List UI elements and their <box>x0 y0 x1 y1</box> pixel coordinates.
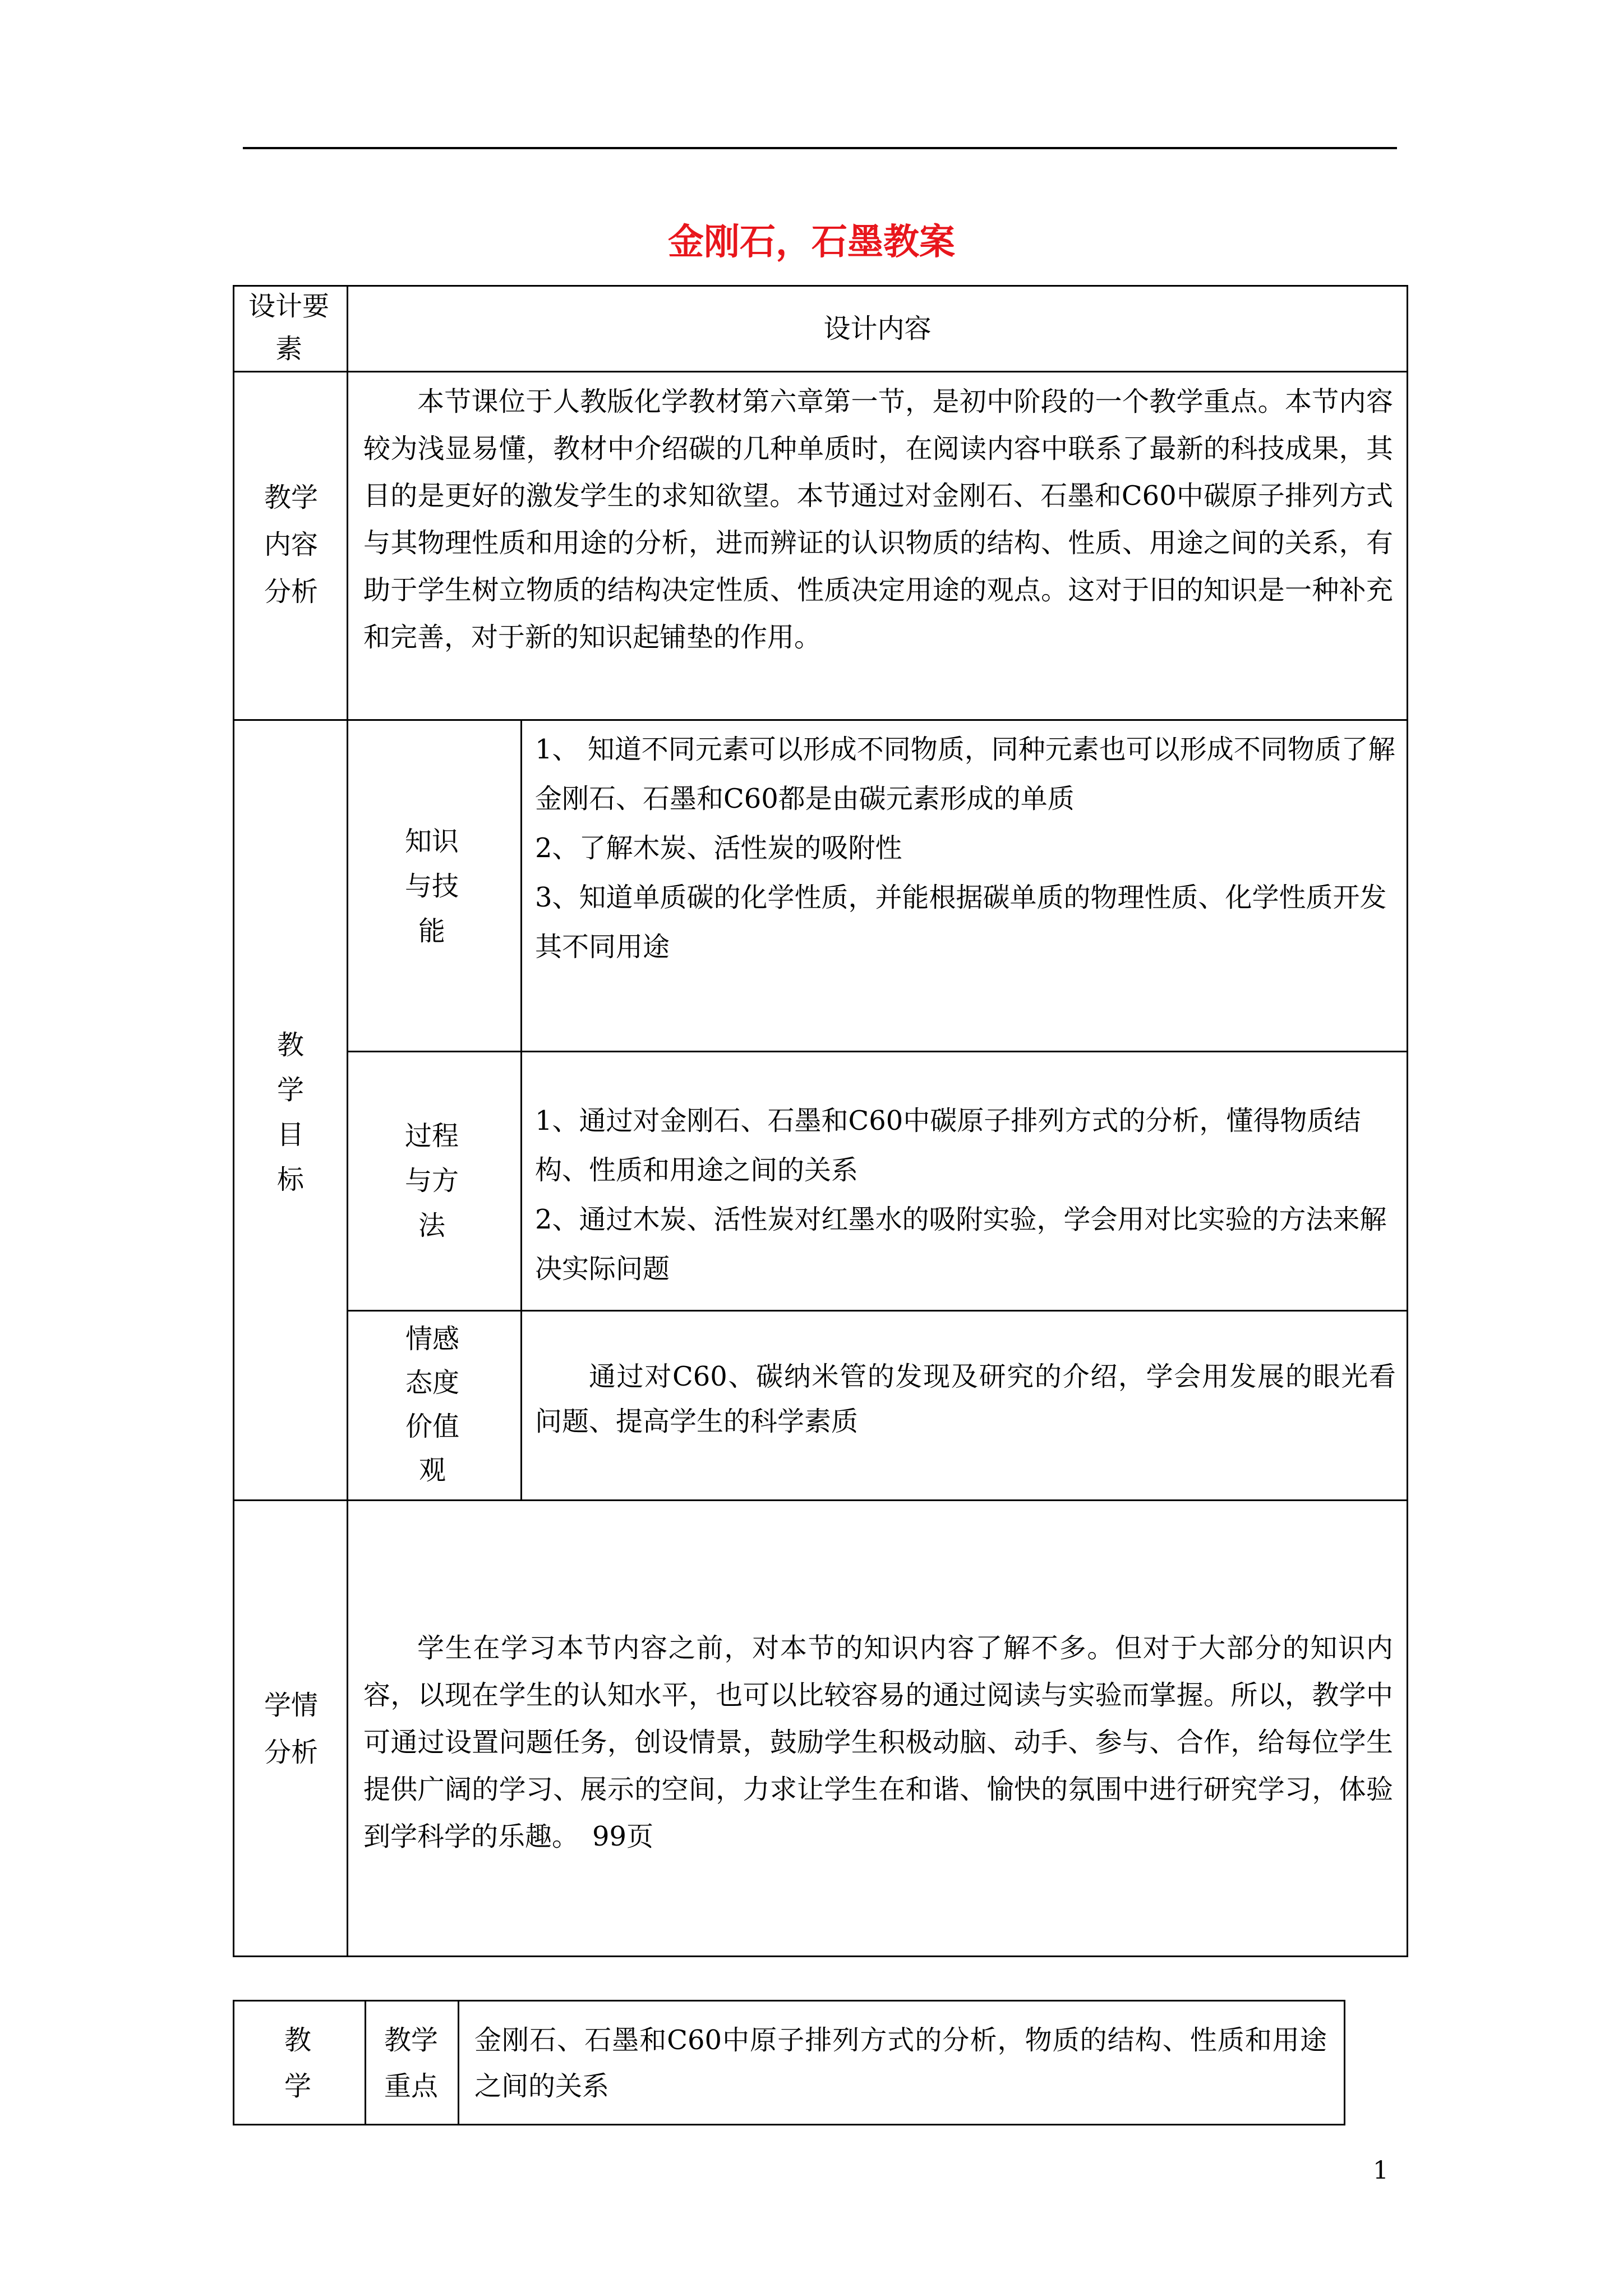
emotion-text: 通过对C60、碳纳米管的发现及研究的介绍，学会用发展的眼光看问题、提高学生的科学素质 <box>535 1361 1396 1437</box>
knowledge-item: 2、了解木炭、活性炭的吸附性 <box>535 832 902 864</box>
goals-row-divider <box>347 1051 1408 1052</box>
emotion-label: 情感态度价值观 <box>405 1323 459 1486</box>
student-analysis-text: 学生在学习本节内容之前，对本节的知识内容了解不多。但对于大部分的知识内容，以现在学生的认知水平，也可以比较容易的通过阅读与实验而掌握。所以，教学中可通过设置问题任务，创设情景，鼓励学生积极动脑、动手、参与、合作，给每位学生提供广阔的学习、展示的空间，力求让学生在和谐、愉快的氛围中进行研究学习，体验到学科学的乐趣。 99页 <box>363 1632 1393 1852</box>
process-label: 过程与方法 <box>404 1120 459 1241</box>
main-table-col-divider <box>347 285 348 1957</box>
student-analysis-label: 学情分析 <box>264 1690 318 1768</box>
second-table-col1: 教学 <box>284 2024 311 2102</box>
knowledge-label: 知识与技能 <box>404 826 459 947</box>
knowledge-item: 1、 知道不同元素可以形成不同物质，同种元素也可以形成不同物质了解金刚石、石墨和C60都是由碳元素形成的单质 <box>535 734 1395 815</box>
row-divider <box>233 719 1408 721</box>
second-table-col-divider <box>365 2000 366 2125</box>
process-list <box>535 1096 1396 1294</box>
process-item: 1、通过对金刚石、石墨和C60中碳原子排列方式的分析，懂得物质结构、性质和用途之间的关系 <box>535 1105 1361 1186</box>
content-analysis-text: 本节课位于人教版化学教材第六章第一节，是初中阶段的一个教学重点。本节内容较为浅显易懂，教材中介绍碳的几种单质时，在阅读内容中联系了最新的科技成果，其目的是更好的激发学生的求知欲望。本节通过对金刚石、石墨和C60中碳原子排列方式与其物理性质和用途的分析，进而辨证的认识物质的结构、性质、用途之间的关系，有助于学生树立物质的结构决定性质、性质决定用途的观点。这对于旧的知识是一种补充和完善，对于新的知识起铺垫的作用。 <box>363 386 1393 653</box>
knowledge-item: 3、知道单质碳的化学性质，并能根据碳单质的物理性质、化学性质开发其不同用途 <box>535 882 1387 963</box>
header-col1-label: 设计要素 <box>248 291 329 365</box>
second-table-col-divider <box>458 2000 459 2125</box>
second-table-text: 金刚石、石墨和C60中原子排列方式的分析，物质的结构、性质和用途之间的关系 <box>474 2024 1327 2102</box>
goals-label: 教学目标 <box>276 1029 304 1195</box>
goals-col-divider <box>520 719 522 1499</box>
header-col2-label: 设计内容 <box>823 313 932 344</box>
row-divider <box>233 371 1408 372</box>
row-divider <box>233 1499 1408 1501</box>
goals-row-divider <box>347 1310 1408 1312</box>
page-title: 金刚石，石墨教案 <box>668 222 955 263</box>
second-table-col2: 教学重点 <box>384 2024 438 2102</box>
page-number: 1 <box>1373 2156 1389 2185</box>
process-item: 2、通过木炭、活性炭对红墨水的吸附实验，学会用对比实验的方法来解决实际问题 <box>535 1204 1387 1285</box>
knowledge-list <box>535 725 1396 972</box>
content-analysis-label: 教学内容分析 <box>264 482 318 608</box>
header-rule <box>243 147 1397 149</box>
